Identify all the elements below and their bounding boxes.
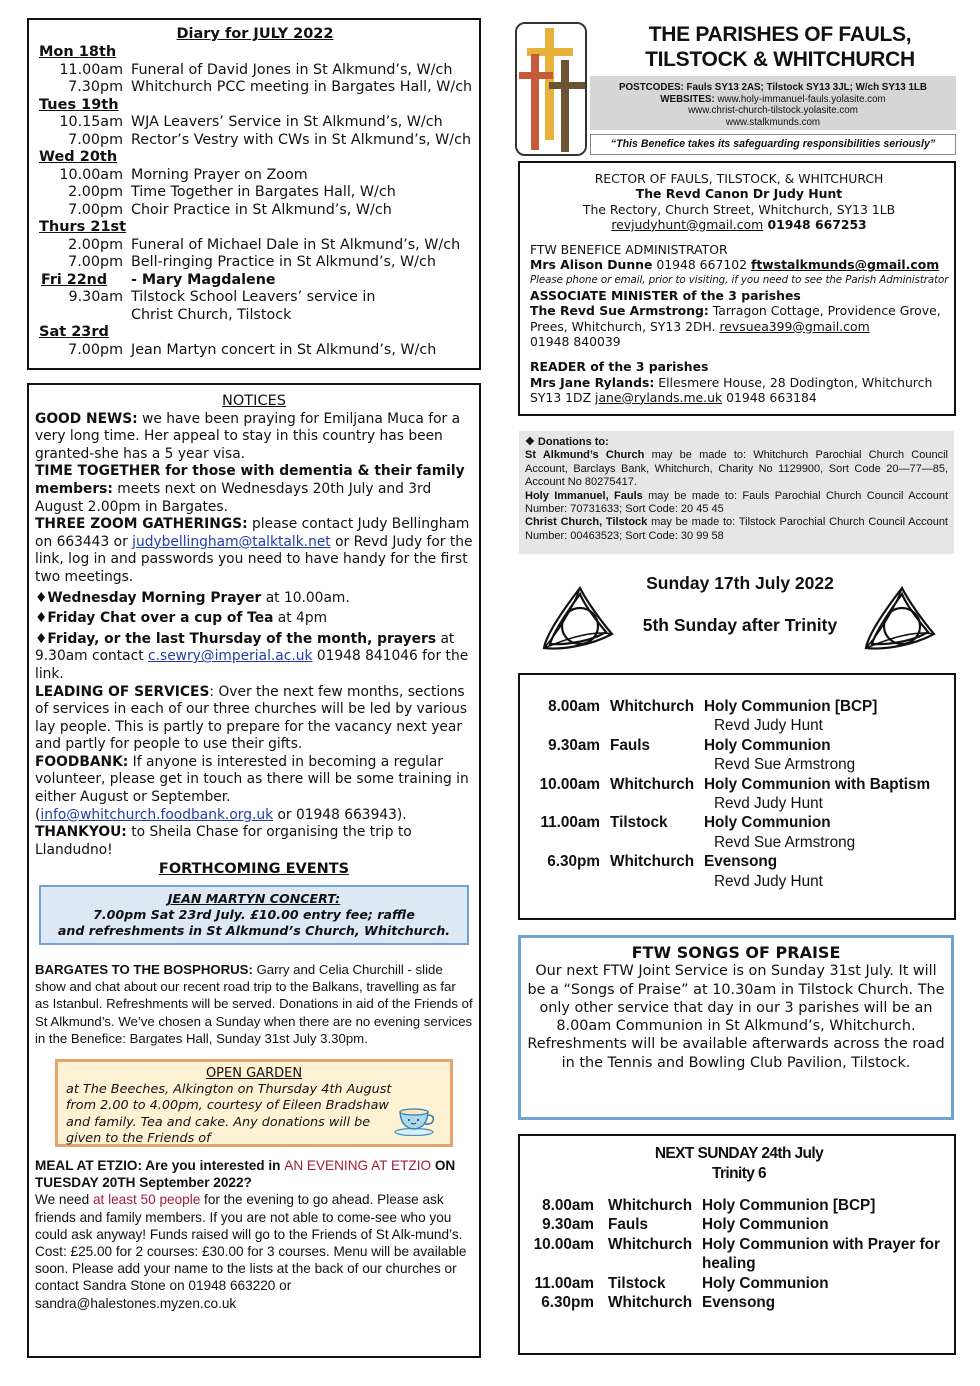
notice-label: THANKYOU: (35, 824, 127, 841)
service-preacher-row (528, 755, 950, 774)
notice-text: we have been praying for Emiljana Muca for a very long time. Her appeal to stay in this country has been granted-she has a 5 year visa. (35, 410, 461, 462)
event-time: 7.00pm (68, 341, 123, 358)
admin-note: Please phone or email, prior to visiting, if you need to see the Parish Administrator (530, 273, 949, 286)
assoc-contact (530, 303, 948, 334)
diary-event (39, 289, 471, 307)
notice-text: If anyone is interested in becoming a regular volunteer, please get in touch as there will be some training in either August or September. ( (35, 753, 469, 823)
service-name: Holy Communion with Prayer for healing (702, 1235, 940, 1273)
notice-text: please contact Judy Bellingham on 663443 or (35, 516, 470, 550)
contacts-box (518, 161, 956, 416)
rector-email[interactable]: revjudyhunt@gmail.com (611, 216, 764, 232)
services-list (528, 697, 950, 891)
forthcoming-title: FORTHCOMING EVENTS (158, 861, 350, 878)
event-label: BARGATES TO THE BOSPHORUS: (35, 962, 253, 978)
notice-text: to Sheila Chase for organising the trip to Llandudno! (35, 824, 412, 858)
assoc-name: The Revd Sue Armstrong: (530, 303, 709, 319)
diary-list (39, 44, 471, 359)
diary-day: Sat 23rd (39, 324, 109, 340)
website-link[interactable]: www.holy-immanuel-fauls.yolasite.com (714, 93, 886, 105)
rector-name: The Revd Canon Dr Judy Hunt (635, 186, 843, 202)
service-time: 10.00am (539, 775, 600, 793)
service-name: Holy Communion [BCP] (702, 1197, 876, 1214)
next-service-row (528, 1274, 950, 1293)
open-garden-box (55, 1059, 453, 1147)
service-preacher: Revd Judy Hunt (714, 795, 823, 813)
service-preacher-row (528, 833, 950, 852)
event-time: 7.30pm (68, 79, 123, 95)
notice-text: or 01948 663943). (273, 806, 407, 823)
diary-event (39, 237, 471, 255)
donations-title: ❖ Donations to: (525, 436, 609, 448)
diary-day: Fri 22nd (41, 271, 108, 288)
service-time: 10.00am (533, 1235, 594, 1253)
service-time: 11.00am (540, 814, 600, 832)
concert-title: JEAN MARTYN CONCERT: (167, 891, 341, 907)
postcodes: POSTCODES: Fauls SY13 2AS; Tilstock SY13 3JL; W/ch SY13 1LB (619, 82, 927, 93)
bullet-morning-prayer (35, 590, 473, 608)
bullet-text: at 4pm (273, 610, 328, 627)
event-time: 9.30am (68, 289, 123, 305)
event-time: 7.00pm (68, 254, 123, 270)
event-time: 2.00pm (68, 236, 123, 253)
event-desc: Christ Church, Tilstock (131, 306, 292, 323)
diary-event (39, 342, 471, 360)
next-sunday-box (518, 1134, 956, 1355)
songs-title: FTW SONGS OF PRAISE (631, 943, 841, 962)
meal-text (35, 1191, 473, 1311)
notices-box (27, 383, 481, 1358)
service-time: 6.30pm (547, 853, 600, 871)
next-service-row (528, 1196, 950, 1215)
admin-title: FTW BENEFICE ADMINISTRATOR (530, 242, 728, 258)
zoom-notice (35, 516, 473, 586)
service-row (528, 736, 950, 755)
event-time: 10.00am (59, 166, 123, 183)
thankyou-notice (35, 824, 473, 859)
next-service-row (528, 1215, 950, 1234)
diary-event (39, 184, 471, 202)
diary-event (39, 114, 471, 132)
event-desc: Jean Martyn concert in St Alkmund’s, W/ch (131, 341, 437, 358)
notice-text: : Over the next few months, sections of services in each of our three churches will be led by various lay people. This is partly to prepare for the vacancy next year and partly for people to use their gifts. (35, 683, 468, 753)
service-name: Holy Communion with Baptism (704, 775, 931, 793)
admin-email[interactable]: ftwstalkmunds@gmail.com (750, 257, 940, 273)
donation-item (525, 516, 948, 543)
donation-text: may be made to: Fauls Parochial Church Council Account Number: 70731633; Sort Code: 20 45 45 (525, 489, 948, 516)
concert-line: 7.00pm Sat 23rd July. £10.00 entry fee; raffle (93, 907, 415, 923)
bullet-friday-prayers (35, 631, 473, 684)
meal-heading (35, 1157, 473, 1191)
email-link[interactable]: judybellingham@talktalk.net (132, 533, 331, 550)
diary-feast: - Mary Magdalene (131, 271, 276, 288)
website-link[interactable]: www.stalkmunds.com (725, 116, 821, 128)
event-time: 7.00pm (68, 201, 123, 218)
service-time: 9.30am (542, 1216, 594, 1234)
services-box (518, 673, 956, 920)
event-desc: Whitchurch PCC meeting in Bargates Hall, W/ch (131, 79, 473, 95)
rector-address: The Rectory, Church Street, Whitchurch, SY13 1LB (582, 201, 896, 217)
donation-church: Holy Immanuel, Fauls (525, 489, 643, 502)
event-desc: Tilstock School Leavers’ service in (131, 289, 376, 305)
teacup-icon (394, 1104, 436, 1136)
donations-box (519, 431, 954, 554)
rector-title: RECTOR OF FAULS, TILSTOCK, & WHITCHURCH (594, 171, 884, 186)
service-row (528, 697, 950, 716)
service-place: Whitchurch (610, 698, 695, 715)
event-time: 10.15am (59, 114, 123, 130)
service-time: 8.00am (542, 1197, 594, 1214)
email-link[interactable]: c.sewry@imperial.ac.uk (148, 648, 313, 665)
bullet-friday-chat (35, 610, 473, 628)
service-name: Holy Communion (704, 814, 831, 832)
notice-label: LEADING OF SERVICES (35, 683, 210, 700)
diary-event (39, 202, 471, 220)
bullet-label: ♦Wednesday Morning Prayer (35, 589, 262, 606)
service-place: Tilstock (608, 1274, 666, 1292)
service-place: Whitchurch (608, 1235, 693, 1253)
donation-item (525, 449, 948, 489)
meal-heading-text: MEAL AT ETZIO: Are you interested in (35, 1158, 285, 1174)
event-text: Garry and Celia Churchill - slide show and chat about our recent road trip to the Balkans, travelling as far as Istanbul. Refreshments will be served. Donations in aid of the Friends of St Alkmund’s. We’ve chosen a Sunday when there are no evening services in the Benefice: Bargates Hall, Sunday 31st July 3.30pm. (35, 962, 473, 1046)
service-name: Evensong (702, 1294, 776, 1312)
next-service-row (528, 1293, 950, 1312)
event-desc: Morning Prayer on Zoom (131, 166, 308, 183)
service-time: 8.00am (548, 698, 600, 715)
email-link[interactable]: info@whitchurch.foodbank.org.uk (40, 806, 274, 823)
diary-event (39, 132, 471, 150)
meal-body: We need (35, 1192, 93, 1208)
event-desc: Funeral of Michael Dale in St Alkmund’s, W/ch (131, 236, 461, 253)
assoc-title: ASSOCIATE MINISTER of the 3 parishes (530, 288, 801, 304)
service-time: 11.00am (534, 1274, 594, 1292)
donation-church: St Alkmund’s Church (525, 449, 645, 462)
time-together-notice (35, 463, 473, 516)
safeguarding-tagline: “This Benefice takes its safeguarding responsibilities seriously” (590, 134, 956, 155)
open-garden-text: at The Beeches, Alkington on Thursday 4th August from 2.00 to 4.00pm, courtesy of Eileen Bradshaw and family. Tea and cake. Any donations will be given to the Friends of (66, 1082, 392, 1146)
diary-day: Wed 20th (39, 149, 118, 165)
meal-heading-highlight: AN EVENING AT ETZIO (284, 1158, 432, 1174)
diary-day: Tues 19th (39, 96, 119, 113)
sunday-date: Sunday 17th July 2022 (646, 573, 834, 593)
title-line: TILSTOCK & WHITCHURCH (645, 48, 915, 71)
diary-day: Thurs 21st (39, 219, 127, 235)
diary-event (39, 62, 471, 80)
diary-event (39, 307, 471, 325)
event-desc: Bell-ringing Practice in St Alkmund’s, W/ch (131, 254, 436, 270)
event-time: 7.00pm (68, 131, 123, 148)
title-line: THE PARISHES OF FAULS, (648, 23, 912, 46)
service-place: Whitchurch (610, 775, 695, 793)
next-service-row (528, 1235, 950, 1274)
diary-event (39, 167, 471, 185)
donation-text: may be made to: Whitchurch Parochial Church Council Account, Barclays Bank, Whitchurch, Charity No 1129900, Sort Code 20—77—85, Account No 80275417. (525, 449, 948, 489)
bargates-event (35, 961, 473, 1047)
sunday-name: 5th Sunday after Trinity (642, 615, 838, 635)
event-desc: Choir Practice in St Alkmund’s, W/ch (131, 201, 392, 218)
bullet-text: at 10.00am. (261, 589, 350, 606)
websites-label: WEBSITES: (660, 93, 715, 105)
event-time (39, 307, 131, 325)
event-time: 2.00pm (68, 184, 123, 200)
next-sunday-title: NEXT SUNDAY 24th July (654, 1145, 824, 1162)
donation-text: may be made to: Tilstock Parochial Church Council Account Number: 00463523; Sort Code: 30 99 58 (525, 516, 948, 542)
bullet-text: 01948 841046 for the link. (35, 648, 469, 682)
service-row (528, 813, 950, 832)
notices-title: NOTICES (222, 393, 286, 409)
website-line (590, 94, 956, 106)
assoc-phone: 01948 840039 (530, 333, 621, 349)
rector-phone: 01948 667253 (763, 216, 867, 232)
reader-title: READER of the 3 parishes (530, 359, 709, 375)
service-place: Whitchurch (608, 1197, 693, 1214)
service-preacher: Revd Sue Armstrong (714, 833, 856, 851)
notice-label: THREE ZOOM GATHERINGS: (35, 516, 248, 533)
service-row (528, 852, 950, 871)
songs-text: Refreshments will be available afterwards across the road in the Tennis and Bowling Club Pavilion, Tilstock. (527, 1036, 945, 1071)
service-time: 9.30am (548, 736, 600, 754)
good-news-notice (35, 411, 473, 464)
admin-phone: 01948 667102 (652, 257, 751, 273)
rector-contact (530, 217, 948, 232)
bullet-text: at 9.30am contact (35, 630, 455, 665)
admin-contact (530, 257, 948, 272)
service-name: Holy Communion [BCP] (704, 698, 878, 715)
meal-body: for the evening to go ahead. Please ask friends and family members. If you are not able to come-see who you could ask anyway! Funds raised will go to the Friends of St Alk-mund’s. Cost: £25.00 for 2 courses: £30.00 for 3 courses. Menu will be available soon. Please add your name to the lists at the back of our churches or contact Sandra Stone on 01948 663220 or sandra@halestones.myzen.co.uk (35, 1192, 467, 1311)
service-name: Holy Communion (702, 1216, 829, 1234)
service-place: Fauls (610, 736, 650, 754)
notice-label: FOODBANK: (35, 753, 129, 770)
event-desc: Rector’s Vestry with CWs in St Alkmund’s, W/ch (131, 131, 472, 148)
service-place: Whitchurch (608, 1294, 693, 1312)
songs-of-praise-box (518, 935, 954, 1120)
event-time: 11.00am (59, 61, 123, 78)
donation-item (525, 490, 948, 517)
diary-day: Mon 18th (39, 44, 117, 60)
reader-email[interactable]: jane@rylands.me.uk (595, 389, 723, 405)
reader-address: Ellesmere House, 28 Dodington, Whitchurch SY13 1DZ (530, 374, 933, 405)
parish-title (600, 22, 960, 72)
reader-phone: 01948 663184 (722, 389, 817, 405)
meal-heading-text: ON TUESDAY 20TH September 2022? (35, 1158, 456, 1191)
assoc-email[interactable]: revsuea399@gmail.com (719, 318, 870, 334)
service-place: Fauls (608, 1216, 648, 1234)
crosses-logo-icon (515, 22, 587, 156)
event-desc: Funeral of David Jones in St Alkmund’s, W/ch (131, 61, 453, 78)
meal-highlight: at least 50 people (92, 1192, 201, 1208)
notice-text: or Revd Judy for the link, log in and passwords you need to have handy for the first two meetings. (35, 533, 473, 585)
diary-event (39, 79, 471, 97)
concert-box (39, 885, 469, 945)
service-preacher: Revd Sue Armstrong (714, 756, 856, 774)
next-services-list (528, 1196, 950, 1312)
event-desc: Time Together in Bargates Hall, W/ch (131, 184, 396, 200)
assoc-address: Tarragon Cottage, Providence Grove, Prees, Whitchurch, SY13 2DH. (530, 303, 941, 334)
bullet-label: ♦Friday, or the last Thursday of the month, prayers (35, 630, 437, 647)
service-time: 6.30pm (541, 1294, 594, 1312)
concert-line: and refreshments in St Alkmund’s Church, Whitchurch. (57, 923, 451, 939)
open-garden-title: OPEN GARDEN (205, 1066, 303, 1082)
notice-text: meets next on Wednesdays 20th July and 3rd August 2.00pm in Bargates. (35, 480, 432, 515)
service-preacher-row (528, 716, 950, 735)
diary-event (39, 254, 471, 272)
notice-label: GOOD NEWS: (35, 410, 138, 427)
service-preacher: Revd Judy Hunt (714, 872, 823, 890)
foodbank-notice (35, 754, 473, 824)
next-sunday-subtitle: Trinity 6 (711, 1165, 767, 1182)
service-preacher-row (528, 794, 950, 813)
service-preacher: Revd Judy Hunt (714, 717, 823, 735)
service-preacher-row (528, 872, 950, 891)
leading-notice (35, 684, 473, 754)
website-link[interactable]: www.christ-church-tilstock.yolasite.com (688, 105, 858, 117)
event-desc: WJA Leavers’ Service in St Alkmund’s, W/ch (131, 114, 443, 130)
service-place: Whitchurch (610, 853, 695, 871)
service-row (528, 775, 950, 794)
reader-contact (530, 375, 948, 406)
service-name: Holy Communion (704, 736, 831, 754)
bullet-label: ♦Friday Chat over a cup of Tea (35, 610, 274, 627)
service-name: Evensong (704, 853, 778, 871)
diary-title: Diary for JULY 2022 (176, 26, 334, 42)
diary-day-row (39, 272, 471, 290)
service-name: Holy Communion (702, 1274, 829, 1292)
header-info (590, 76, 956, 130)
admin-name: Mrs Alison Dunne (530, 257, 653, 273)
donation-church: Christ Church, Tilstock (525, 516, 648, 529)
notice-label: TIME TOGETHER for those with dementia & their family members: (35, 463, 465, 497)
reader-name: Mrs Jane Rylands: (530, 374, 655, 390)
service-place: Tilstock (610, 814, 668, 832)
diary-box (27, 18, 481, 370)
songs-text: Our next FTW Joint Service is on Sunday 31st July. It will be a “Songs of Praise” at 10.30am in Tilstock Church. The only other service that day in our 3 parishes will be an 8.00am Communion in St Alkmund’s, Whitchurch. (527, 963, 945, 1035)
sunday-heading (600, 572, 880, 636)
